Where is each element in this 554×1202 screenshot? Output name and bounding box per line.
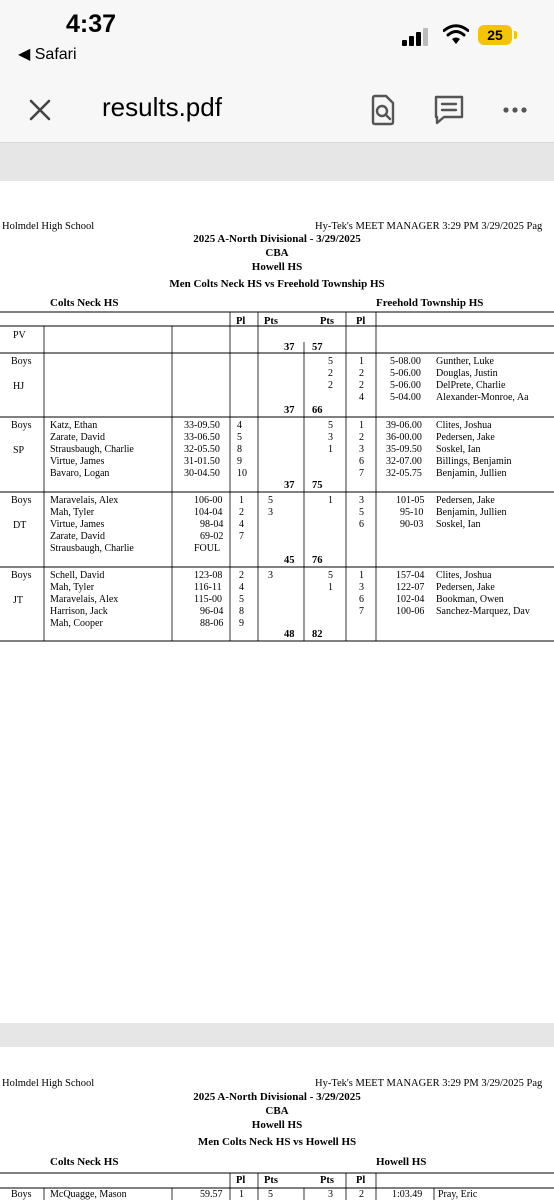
pts: 2 — [328, 380, 333, 391]
score-left: 48 — [284, 629, 295, 640]
mark: 5-06.00 — [390, 368, 421, 379]
pts: 1 — [328, 582, 333, 593]
team-right: Freehold Township HS — [376, 297, 484, 309]
place: 1 — [359, 356, 364, 367]
status-bar — [0, 0, 554, 80]
athlete-name: Strausbaugh, Charlie — [50, 543, 134, 554]
school-name: Holmdel High School — [2, 1078, 95, 1089]
mark: 69-02 — [200, 531, 224, 542]
col-pl-right: Pl — [356, 316, 366, 327]
col-pl-left: Pl — [236, 1175, 246, 1186]
athlete-name: Douglas, Justin — [436, 368, 498, 379]
mark: 88-06 — [200, 618, 224, 629]
athlete-name: Mah, Tyler — [50, 507, 95, 518]
school-name: Holmdel High School — [2, 221, 95, 232]
athlete-name: Pedersen, Jake — [436, 432, 495, 443]
place: 10 — [237, 468, 247, 479]
place: 1 — [239, 495, 244, 506]
mark: 157-04 — [396, 570, 425, 581]
software-header: Hy-Tek's MEET MANAGER 3:29 PM 3/29/2025 Pag — [315, 221, 543, 232]
venue-line-2: Howell HS — [251, 1119, 303, 1131]
mark: 5-06.00 — [390, 380, 421, 391]
pts: 1 — [328, 444, 333, 455]
pts: 5 — [328, 420, 333, 431]
score-right: 57 — [312, 342, 323, 353]
mark: 98-04 — [200, 519, 224, 530]
venue-line-1: CBA — [265, 247, 289, 259]
mark: 35-09.50 — [386, 444, 422, 455]
pts: 5 — [328, 570, 333, 581]
place: 8 — [239, 606, 244, 617]
event-jt: JT — [13, 595, 23, 606]
score-left: 37 — [284, 480, 295, 491]
place: 2 — [359, 368, 364, 379]
mark: 59.57 — [200, 1189, 223, 1200]
mark: 5-04.00 — [390, 392, 421, 403]
page-separator — [0, 143, 554, 181]
mark: 95-10 — [400, 507, 424, 518]
pts: 3 — [328, 1189, 333, 1200]
place: 1 — [239, 1189, 244, 1200]
place: 2 — [359, 380, 364, 391]
gender-label: Boys — [11, 420, 32, 431]
athlete-name: Maravelais, Alex — [50, 495, 119, 506]
mark: FOUL — [194, 543, 221, 554]
event-pv: PV — [13, 330, 26, 341]
athlete-name: Soskel, Ian — [436, 444, 481, 455]
annotation-icon[interactable] — [432, 93, 466, 127]
athlete-name: Pedersen, Jake — [436, 495, 495, 506]
place: 5 — [359, 507, 364, 518]
athlete-name: Clites, Joshua — [436, 420, 492, 431]
place: 5 — [237, 432, 242, 443]
athlete-name: Gunther, Luke — [436, 356, 494, 367]
score-left: 37 — [284, 342, 295, 353]
pts: 5 — [268, 1189, 273, 1200]
athlete-name: Zarate, David — [50, 531, 105, 542]
pdf-page-2 — [0, 1047, 554, 1200]
mark: 33-09.50 — [184, 420, 220, 431]
close-icon[interactable] — [24, 94, 56, 126]
cellular-signal-icon — [402, 28, 432, 46]
battery-tip — [514, 31, 517, 39]
col-pts-left: Pts — [264, 1175, 278, 1186]
athlete-name: Pedersen, Jake — [436, 582, 495, 593]
gender-label: Boys — [11, 1189, 32, 1200]
pts: 5 — [268, 495, 273, 506]
athlete-name: McQuagge, Mason — [50, 1189, 127, 1200]
score-left: 45 — [284, 555, 295, 566]
mark: 115-00 — [194, 594, 222, 605]
place: 4 — [239, 582, 244, 593]
athlete-name: Mah, Tyler — [50, 582, 95, 593]
meet-title: 2025 A-North Divisional - 3/29/2025 — [193, 233, 361, 245]
mark: 30-04.50 — [184, 468, 220, 479]
athlete-name: Clites, Joshua — [436, 570, 492, 581]
place: 2 — [239, 507, 244, 518]
col-pts-right: Pts — [320, 1175, 334, 1186]
place: 4 — [359, 392, 364, 403]
place: 3 — [359, 444, 364, 455]
athlete-name: Soskel, Ian — [436, 519, 481, 530]
place: 6 — [359, 594, 364, 605]
place: 9 — [239, 618, 244, 629]
mark: 106-00 — [194, 495, 223, 506]
athlete-name: Billings, Benjamin — [436, 456, 512, 467]
event-hj: HJ — [13, 381, 25, 392]
athlete-name: Bookman, Owen — [436, 594, 504, 605]
place: 3 — [359, 582, 364, 593]
place: 4 — [237, 420, 242, 431]
search-document-icon[interactable] — [366, 93, 400, 127]
pts: 5 — [328, 356, 333, 367]
mark: 90-03 — [400, 519, 424, 530]
score-left: 37 — [284, 405, 295, 416]
col-pts-right: Pts — [320, 316, 334, 327]
mark: 122-07 — [396, 582, 425, 593]
pts: 3 — [268, 570, 273, 581]
place: 2 — [359, 1189, 364, 1200]
place: 9 — [237, 456, 242, 467]
place: 1 — [359, 420, 364, 431]
document-navbar — [0, 80, 554, 143]
mark: 33-06.50 — [184, 432, 220, 443]
mark: 100-06 — [396, 606, 425, 617]
athlete-name: Bavaro, Logan — [50, 468, 110, 479]
place: 2 — [239, 570, 244, 581]
gender-label: Boys — [11, 570, 32, 581]
meet-title: 2025 A-North Divisional - 3/29/2025 — [193, 1091, 361, 1103]
mark: 96-04 — [200, 606, 224, 617]
place: 8 — [237, 444, 242, 455]
software-header: Hy-Tek's MEET MANAGER 3:29 PM 3/29/2025 Pag — [315, 1078, 543, 1089]
athlete-name: Benjamin, Jullien — [436, 507, 507, 518]
col-pl-right: Pl — [356, 1175, 366, 1186]
pts: 3 — [268, 507, 273, 518]
score-right: 75 — [312, 480, 323, 491]
athlete-name: Harrison, Jack — [50, 606, 108, 617]
mark: 39-06.00 — [386, 420, 422, 431]
mark: 32-05.50 — [184, 444, 220, 455]
mark: 32-05.75 — [386, 468, 422, 479]
event-dt: DT — [13, 520, 27, 531]
place: 7 — [239, 531, 244, 542]
mark: 5-08.00 — [390, 356, 421, 367]
matchup-title: Men Colts Neck HS vs Howell HS — [197, 1136, 357, 1148]
more-options-icon[interactable] — [498, 93, 532, 127]
page-separator — [0, 1023, 554, 1047]
athlete-name: Benjamin, Jullien — [436, 468, 507, 479]
mark: 123-08 — [194, 570, 223, 581]
pts: 2 — [328, 368, 333, 379]
athlete-name: Zarate, David — [50, 432, 105, 443]
athlete-name: Alexander-Monroe, Aa — [436, 392, 529, 403]
place: 7 — [359, 606, 364, 617]
venue-line-2: Howell HS — [251, 261, 303, 273]
back-to-safari-link[interactable]: ◀ Safari — [18, 46, 77, 63]
pts: 1 — [328, 495, 333, 506]
athlete-name: Maravelais, Alex — [50, 594, 119, 605]
event-sp: SP — [13, 445, 25, 456]
athlete-name: DelPrete, Charlie — [436, 380, 506, 391]
team-left: Colts Neck HS — [50, 1156, 119, 1168]
athlete-name: Schell, David — [50, 570, 105, 581]
matchup-title: Men Colts Neck HS vs Freehold Township HS — [169, 278, 385, 290]
athlete-name: Pray, Eric — [438, 1189, 478, 1200]
mark: 104-04 — [194, 507, 223, 518]
place: 6 — [359, 519, 364, 530]
mark: 102-04 — [396, 594, 425, 605]
athlete-name: Mah, Cooper — [50, 618, 103, 629]
wifi-icon — [443, 24, 469, 46]
mark: 1:03.49 — [392, 1189, 423, 1200]
athlete-name: Katz, Ethan — [50, 420, 98, 431]
gender-label: Boys — [11, 495, 32, 506]
pdf-page-1 — [0, 181, 554, 1023]
battery-indicator: 25 — [478, 25, 512, 45]
place: 4 — [239, 519, 244, 530]
mark: 32-07.00 — [386, 456, 422, 467]
place: 3 — [359, 495, 364, 506]
mark: 36-00.00 — [386, 432, 422, 443]
gender-label: Boys — [11, 356, 32, 367]
athlete-name: Virtue, James — [50, 519, 105, 530]
document-title: results.pdf — [102, 92, 222, 122]
col-pl-left: Pl — [236, 316, 246, 327]
place: 1 — [359, 570, 364, 581]
place: 5 — [239, 594, 244, 605]
place: 2 — [359, 432, 364, 443]
venue-line-1: CBA — [265, 1105, 289, 1117]
score-right: 66 — [312, 405, 323, 416]
col-pts-left: Pts — [264, 316, 278, 327]
score-right: 82 — [312, 629, 323, 640]
clock: 4:37 — [66, 10, 117, 38]
score-right: 76 — [312, 555, 323, 566]
mark: 116-11 — [194, 582, 222, 593]
mark: 101-05 — [396, 495, 425, 506]
team-left: Colts Neck HS — [50, 297, 119, 309]
athlete-name: Virtue, James — [50, 456, 105, 467]
place: 7 — [359, 468, 364, 479]
place: 6 — [359, 456, 364, 467]
athlete-name: Sanchez-Marquez, Dav — [436, 606, 530, 617]
athlete-name: Strausbaugh, Charlie — [50, 444, 134, 455]
pts: 3 — [328, 432, 333, 443]
mark: 31-01.50 — [184, 456, 220, 467]
team-right: Howell HS — [376, 1156, 427, 1168]
